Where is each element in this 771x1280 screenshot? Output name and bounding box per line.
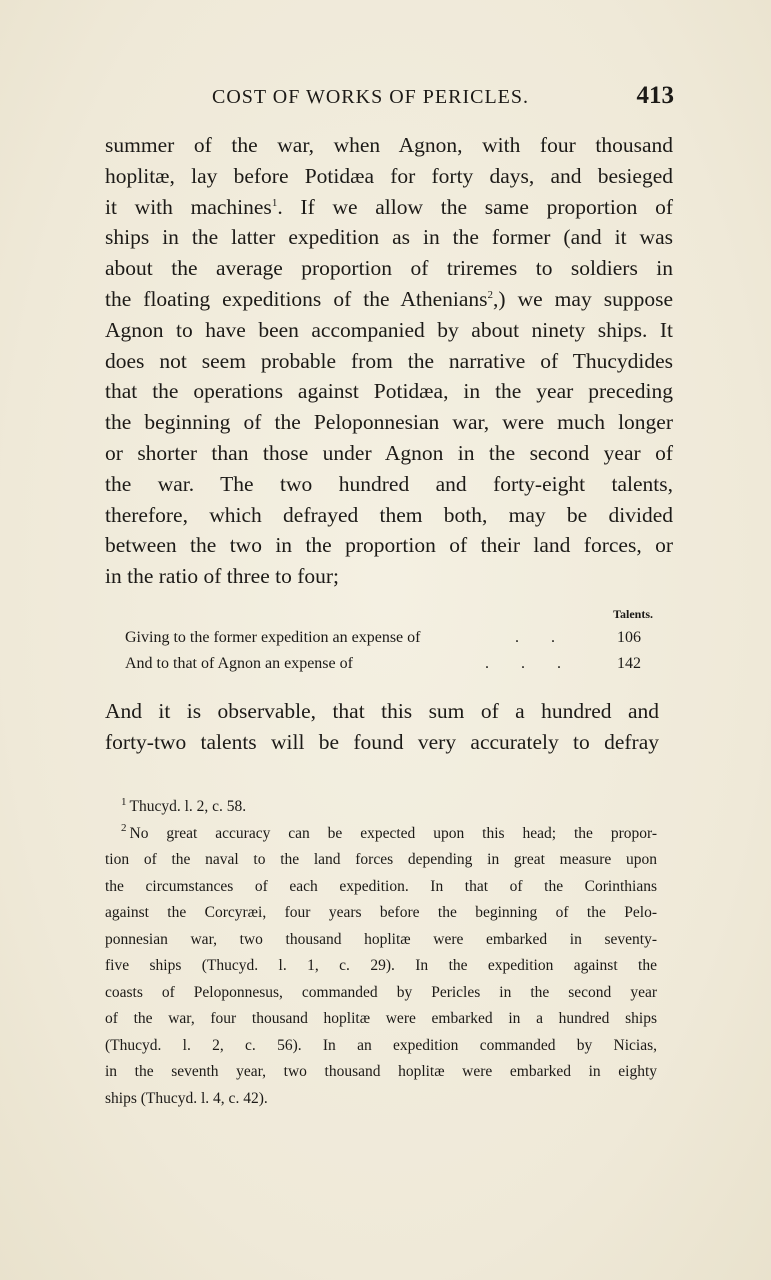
text-line: about the average proportion of triremes to soldiers in xyxy=(105,256,673,281)
main-text xyxy=(105,130,673,592)
main-text-continued xyxy=(105,696,659,758)
row-label: And to that of Agnon an expense of xyxy=(125,655,353,672)
text-line: summer of the war, when Agnon, with four thousand xyxy=(105,133,673,157)
text-line: in the ratio of three to four; xyxy=(105,564,340,589)
row-leader: . . . xyxy=(485,655,575,672)
row-value: 106 xyxy=(617,629,641,646)
text-line: ships in the latter expedition as in the former (and it was xyxy=(105,225,673,250)
footnote-2-line: five ships (Thucyd. l. 1, c. 29). In the expedition against the xyxy=(105,957,657,974)
row-label: Giving to the former expedition an expense of xyxy=(125,629,421,646)
footnote-2-line: $^2$ No great accuracy can be expected upon this head; the propor- xyxy=(121,822,657,842)
running-title: COST OF WORKS OF PERICLES. xyxy=(212,86,529,108)
text-line: forty-two talents will be found very accurately to defray xyxy=(105,729,659,754)
table-row xyxy=(125,625,655,651)
footnote-2-line: coasts of Peloponnesus, commanded by Pericles in the second year xyxy=(105,983,657,1001)
text-line: does not seem probable from the narrative of Thucydides xyxy=(105,348,673,373)
text-line: Agnon to have been accompanied by about ninety ships. It xyxy=(105,317,673,342)
text-line: And it is observable, that this sum of a hundred and xyxy=(105,699,659,723)
footnote-2-line: against the Corcyræi, four years before the beginning of the Pelo- xyxy=(105,904,657,921)
page-number: 413 xyxy=(636,82,674,109)
footnotes xyxy=(105,794,657,1112)
footnote-2-line: (Thucyd. l. 2, c. 56). In an expedition commanded by Nicias, xyxy=(105,1036,657,1054)
text-line: the war. The two hundred and forty-eight talents, xyxy=(105,471,673,496)
text-line: the floating expeditions of the Athenians$^2$,) we may suppose xyxy=(105,286,673,311)
footnote-2-line: ships (Thucyd. l. 4, c. 42). xyxy=(105,1089,268,1107)
page-header xyxy=(104,82,674,116)
row-value: 142 xyxy=(617,655,641,672)
table-unit-header: Talents. xyxy=(613,607,653,621)
footnote-2-line: tion of the naval to the land forces depending in great measure upon xyxy=(105,851,657,868)
table-row xyxy=(125,651,655,677)
footnote-2-line: ponnesian war, two thousand hoplitæ were embarked in seventy- xyxy=(105,930,657,948)
text-line: therefore, which defrayed them both, may be divided xyxy=(105,502,673,527)
text-line: hoplitæ, lay before Potidæa for forty days, and besieged xyxy=(105,163,673,188)
footnote-2-line: in the seventh year, two thousand hoplitæ were embarked in eighty xyxy=(105,1063,657,1080)
text-line: between the two in the proportion of their land forces, or xyxy=(105,533,673,558)
footnote-ref: 1 xyxy=(271,196,278,209)
row-leader: . . xyxy=(515,629,569,646)
text-line: the beginning of the Peloponnesian war, were much longer xyxy=(105,410,673,435)
footnote-2-line: of the war, four thousand hoplitæ were embarked in a hundred ships xyxy=(105,1010,657,1027)
footnote-ref: 2 xyxy=(487,288,494,301)
text-line: that the operations against Potidæa, in the year preceding xyxy=(105,379,673,404)
footnote-2-line: the circumstances of each expedition. In that of the Corinthians xyxy=(105,877,657,895)
text-line: it with machines$^1$. If we allow the same proportion of xyxy=(105,194,673,219)
talents-table xyxy=(125,603,655,677)
text-line: or shorter than those under Agnon in the second year of xyxy=(105,440,673,465)
footnote-1: $^1$ Thucyd. l. 2, c. 58. xyxy=(121,795,247,815)
